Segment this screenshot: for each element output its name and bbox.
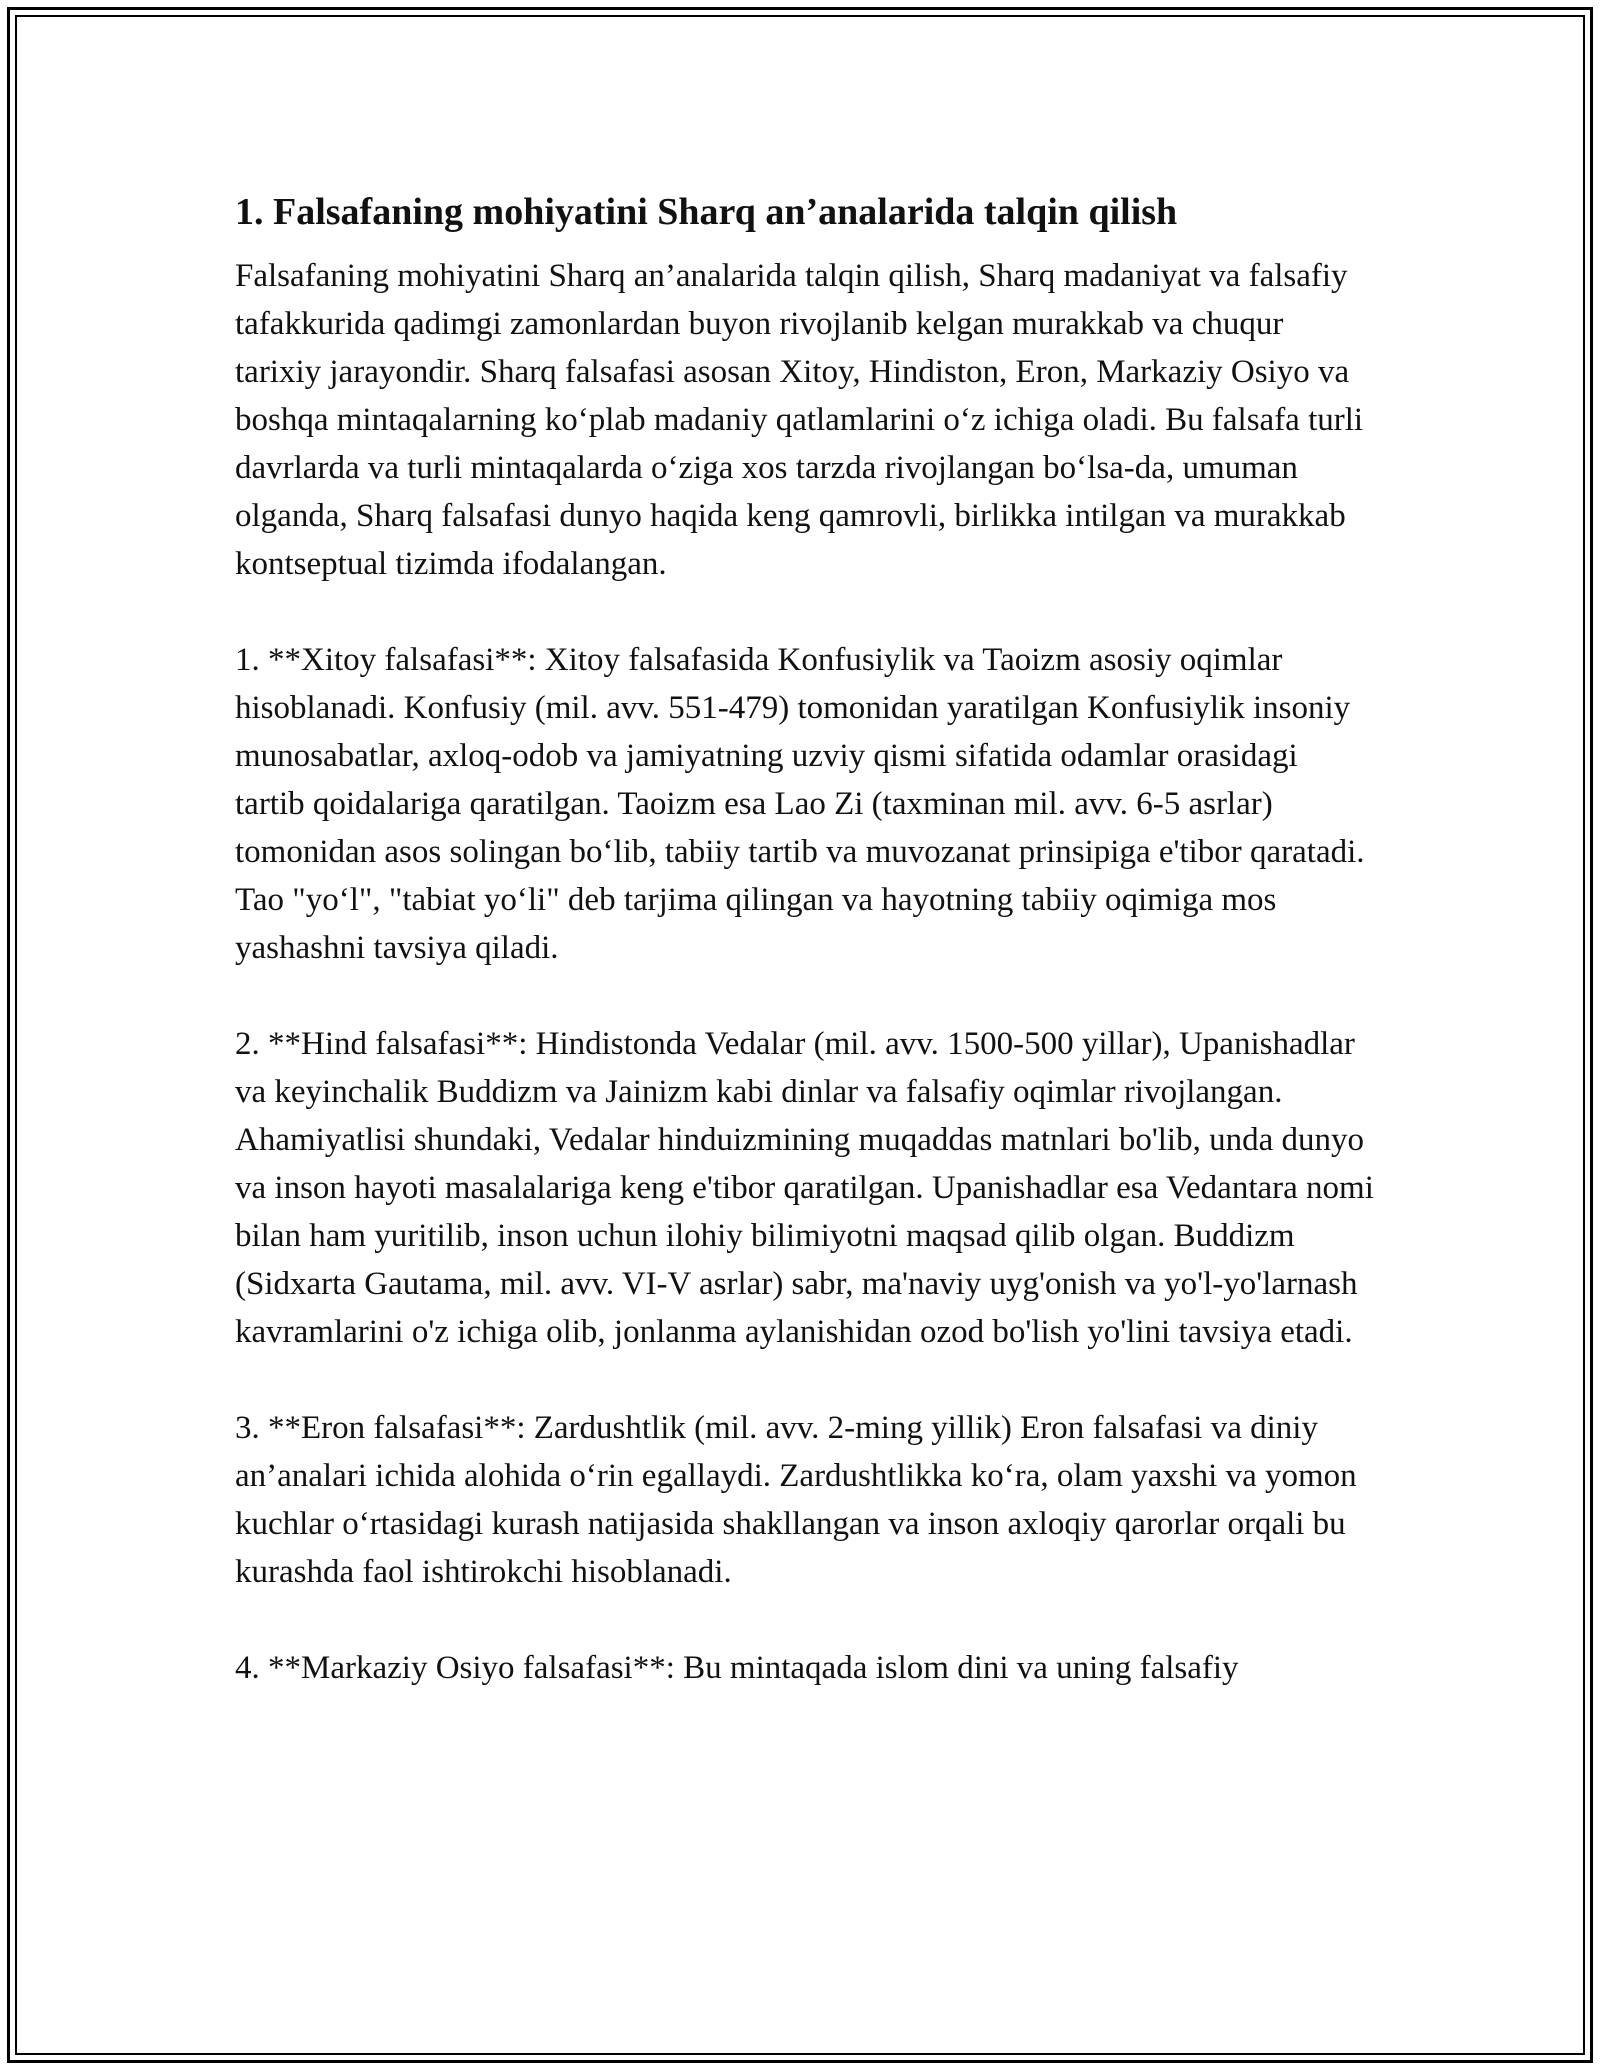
indian-philosophy-paragraph: 2. **Hind falsafasi**: Hindistonda Vedalar (mil. avv. 1500-500 yillar), Upanishadlar va keyinchalik Buddizm va Jainizm kabi dinlar va falsafiy oqimlar rivojlangan. Ahamiyatlisi shundaki, Vedalar hinduizmining muqaddas matnlari bo'lib, unda dunyo va inson hayoti masalalariga keng e'tibor qaratilgan. Upanishadlar esa Vedantara nomi bilan ham yuritilib, inson uchun ilohiy bilimiyotni maqsad qilib olgan. Buddizm (Sidxarta Gautama, mil. avv. VI-V asrlar) sabr, ma'naviy uyg'onish va yo'l-yo'larnash kavramlarini o'z ichiga olib, jonlanma aylanishidan ozod bo'lish yo'lini tavsiya etadi.	[235, 1026, 1374, 1350]
iranian-philosophy-paragraph: 3. **Eron falsafasi**: Zardushtlik (mil. avv. 2-ming yillik) Eron falsafasi va diniy an’analari ichida alohida o‘rin egallaydi. Zardushtlikka ko‘ra, olam yaxshi va yomon kuchlar o‘rtasidagi kurash natijasida shakllangan va inson axloqiy qarorlar orqali bu kurashda faol ishtirokchi hisoblanadi.	[235, 1410, 1357, 1590]
document-body	[235, 186, 1375, 1740]
section-heading: 1. Falsafaning mohiyatini Sharq an’analarida talqin qilish	[235, 191, 1178, 233]
intro-paragraph: Falsafaning mohiyatini Sharq an’analarida talqin qilish, Sharq madaniyat va falsafiy tafakkurida qadimgi zamonlardan buyon rivojlanib kelgan murakkab va chuqur tarixiy jarayondir. Sharq falsafasi asosan Xitoy, Hindiston, Eron, Markaziy Osiyo va boshqa mintaqalarning ko‘plab madaniy qatlamlarini o‘z ichiga oladi. Bu falsafa turli davrlarda va turli mintaqalarda o‘ziga xos tarzda rivojlangan bo‘lsa-da, umuman olganda, Sharq falsafasi dunyo haqida keng qamrovli, birlikka intilgan va murakkab kontseptual tizimda ifodalangan.	[235, 258, 1364, 582]
central-asia-philosophy-paragraph: 4. **Markaziy Osiyo falsafasi**: Bu mintaqada islom dini va uning falsafiy	[235, 1650, 1239, 1686]
chinese-philosophy-paragraph: 1. **Xitoy falsafasi**: Xitoy falsafasida Konfusiylik va Taoizm asosiy oqimlar hisoblanadi. Konfusiy (mil. avv. 551-479) tomonidan yaratilgan Konfusiylik insoniy munosabatlar, axloq-odob va jamiyatning uzviy qismi sifatida odamlar orasidagi tartib qoidalariga qaratilgan. Taoizm esa Lao Zi (taxminan mil. avv. 6-5 asrlar) tomonidan asos solingan bo‘lib, tabiiy tartib va muvozanat prinsipiga e'tibor qaratadi. Tao "yo‘l", "tabiat yo‘li" deb tarjima qilingan va hayotning tabiiy oqimiga mos yashashni tavsiya qiladi.	[235, 642, 1365, 966]
